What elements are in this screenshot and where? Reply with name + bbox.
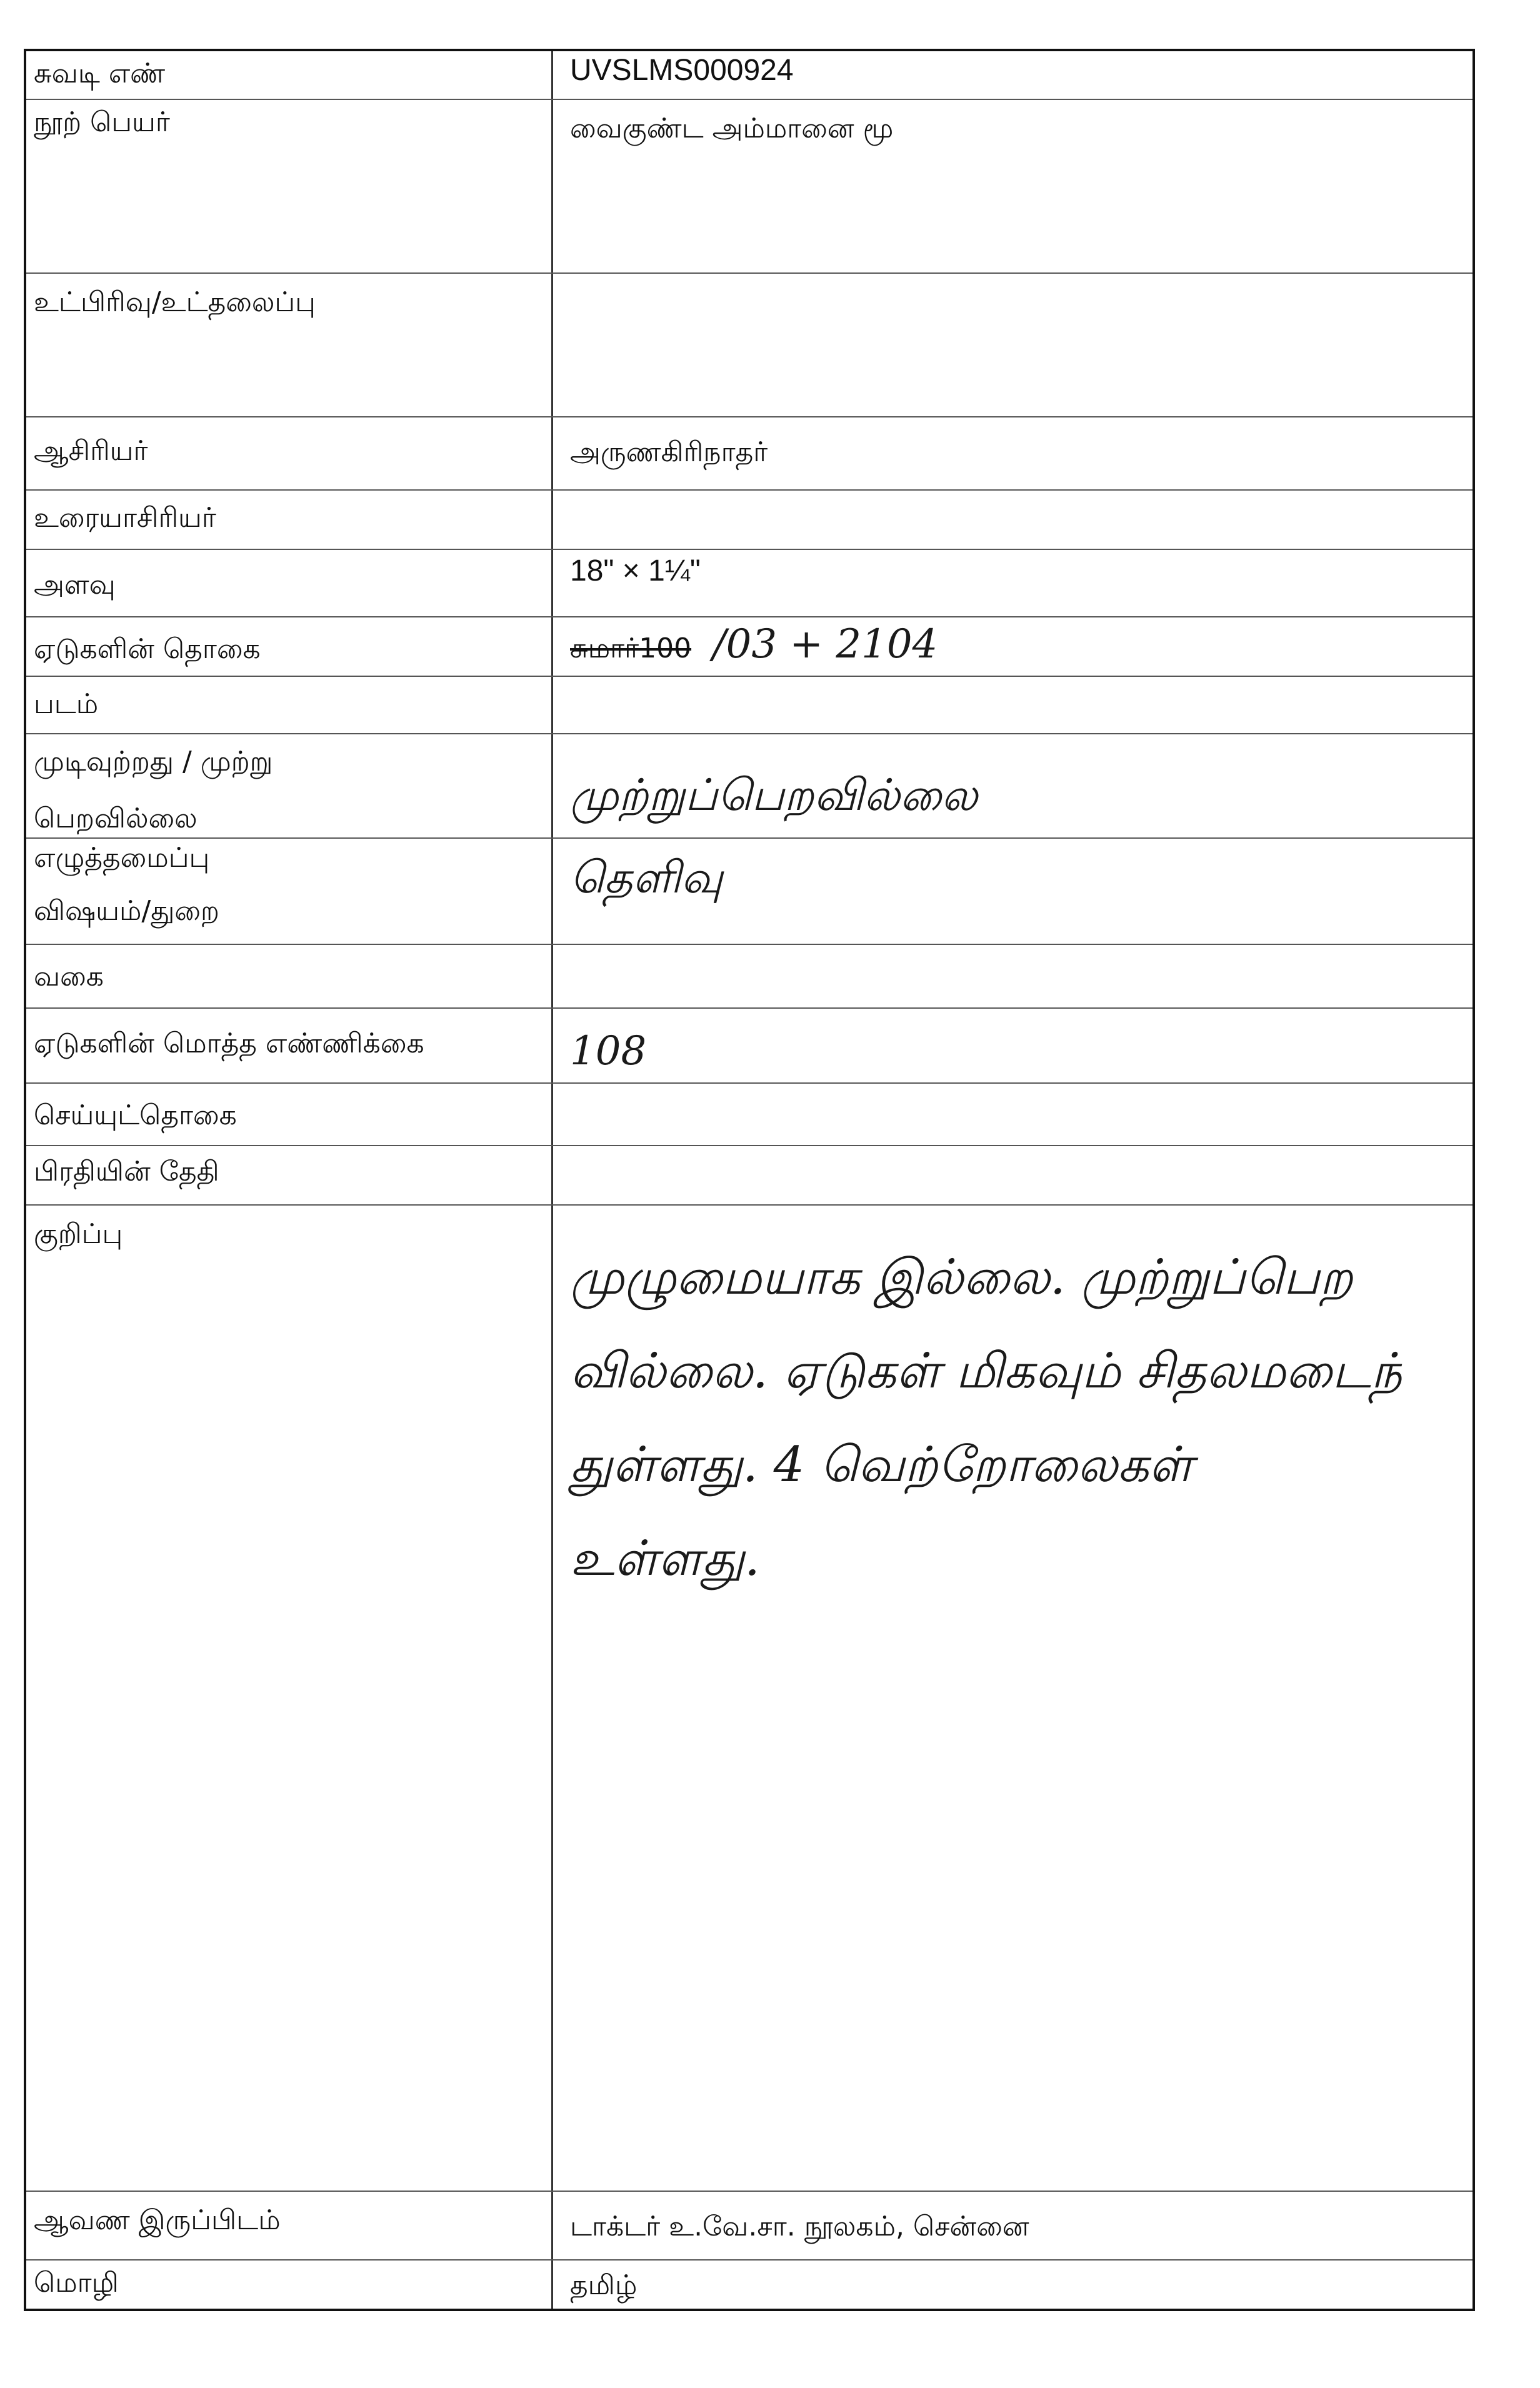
label-commentator: உரையாசிரியர் [34,502,216,534]
value-notes: முழுமையாக இல்லை. முற்றுப்பெற வில்லை. ஏடுகள் மிகவும் சிதலமடைந் துள்ளது. 4 வெற்றோலைகள் உள்ளது. [570,1249,1402,1587]
label-completion-line2: பெறவில்லை [34,802,198,834]
row-author [26,417,1472,491]
label-image: படம் [34,688,99,720]
row-completion [26,734,1472,839]
row-book-title [26,100,1472,274]
value-script: தெளிவு [570,852,723,903]
label-book-title: நூற் பெயர் [34,106,170,138]
row-subdivision [26,274,1472,417]
row-commentator [26,491,1472,550]
row-verse-count [26,1084,1472,1146]
value-author: அருணகிரிநாதர் [570,436,768,468]
value-size: 18" × 1¼" [570,554,701,587]
label-copy-date: பிரதியின் தேதி [34,1156,219,1187]
row-document-location [26,2192,1472,2261]
label-subdivision: உட்பிரிவு/உட்தலைப்பு [34,286,316,318]
label-completion-line1: முடிவுற்றது / முற்று [34,746,273,777]
label-language: மொழி [34,2267,119,2299]
row-size [26,550,1472,617]
label-subject: விஷயம்/துறை [34,895,219,927]
label-completion [34,746,540,836]
row-copy-date [26,1146,1472,1206]
leaf-count-handwritten: /03 + 2104 [712,621,938,667]
value-book-title: வைகுண்ட அம்மானை மூ [570,112,894,144]
row-total-leaves [26,1009,1472,1084]
manuscript-record-form [24,49,1475,2311]
label-verse-count: செய்யுட்தொகை [34,1099,237,1131]
label-category: வகை [34,961,104,992]
label-manuscript-number: சுவடி எண் [34,57,166,89]
label-notes: குறிப்பு [34,1218,123,1250]
row-language [26,2261,1472,2311]
value-language: தமிழ் [570,2269,638,2301]
leaf-count-struck: சுமார்100 [570,632,692,664]
value-total-leaves: 108 [570,1028,647,1074]
label-total-leaves: ஏடுகளின் மொத்த எண்ணிக்கை [34,1027,424,1059]
label-author: ஆசிரியர் [34,435,148,467]
row-manuscript-number [26,51,1472,100]
row-leaf-count [26,617,1472,677]
value-leaf-count [570,621,1460,669]
label-leaf-count: ஏடுகளின் தொகை [34,633,261,665]
row-category [26,945,1472,1009]
row-image [26,677,1472,734]
label-size: அளவு [34,569,116,601]
row-notes [26,1206,1472,2192]
value-manuscript-number: UVSLMS000924 [570,54,794,87]
row-script-and-subject [26,839,1472,945]
label-script: எழுத்தமைப்பு [34,842,210,874]
value-completion: முற்றுப்பெறவில்லை [570,769,978,821]
value-document-location: டாக்டர் உ.வே.சா. நூலகம், சென்னை [570,2211,1029,2242]
label-document-location: ஆவண இருப்பிடம் [34,2204,281,2236]
